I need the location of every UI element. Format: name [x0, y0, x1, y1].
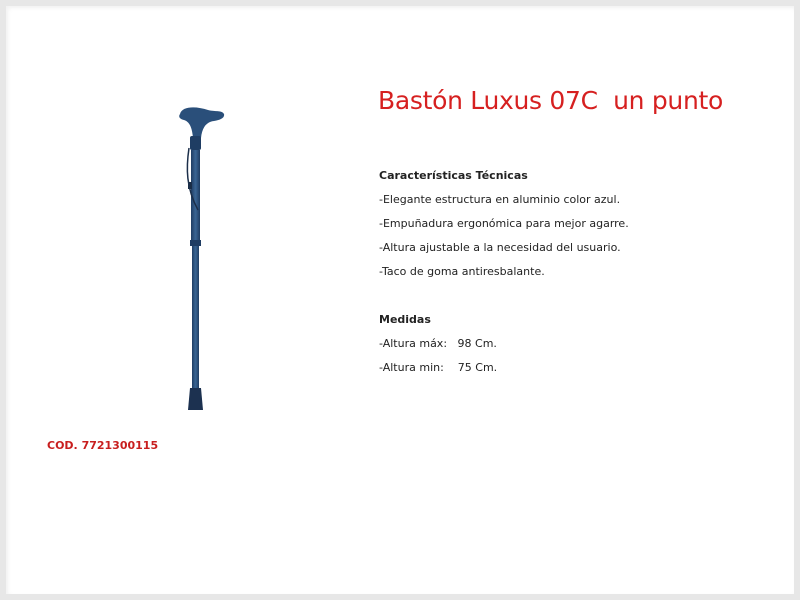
specs-heading: Características Técnicas — [379, 169, 528, 182]
measure-item: -Altura máx: 98 Cm. — [379, 337, 497, 350]
section-gap — [379, 284, 779, 308]
spec-item: -Empuñadura ergonómica para mejor agarre. — [379, 217, 629, 230]
measure-item: -Altura min: 75 Cm. — [379, 361, 498, 374]
product-code: COD. 7721300115 — [47, 439, 159, 452]
spec-item: -Elegante estructura en aluminio color azul. — [379, 193, 621, 206]
product-specs — [379, 164, 779, 380]
measures-heading: Medidas — [379, 313, 431, 326]
walking-cane-icon — [156, 98, 246, 418]
spec-item: -Altura ajustable a la necesidad del usuario. — [379, 241, 621, 254]
product-title: Bastón Luxus 07C un punto — [378, 86, 723, 115]
spec-item: -Taco de goma antiresbalante. — [379, 265, 545, 278]
